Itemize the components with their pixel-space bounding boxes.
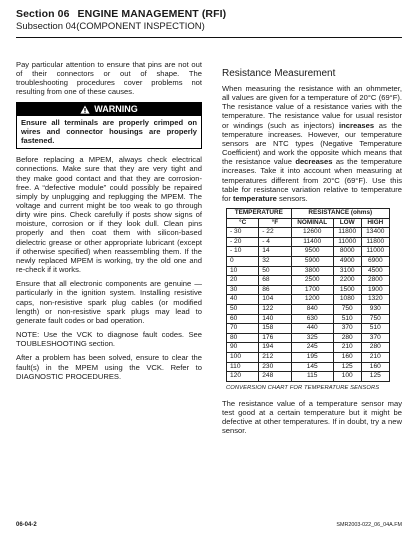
warning-text: Ensure all terminals are properly crimped on wires and connector housings are properly fastened. bbox=[16, 116, 202, 150]
table-row bbox=[227, 276, 390, 286]
table-cell: 14 bbox=[259, 247, 291, 257]
column-header: NOMINAL bbox=[291, 218, 333, 228]
table-cell: 4500 bbox=[361, 266, 389, 276]
table-row bbox=[227, 247, 390, 257]
table-cell: 2500 bbox=[291, 276, 333, 286]
table-cell: 440 bbox=[291, 324, 333, 334]
table-cell: 5900 bbox=[291, 257, 333, 267]
subsection-heading bbox=[16, 21, 402, 33]
table-cell: - 30 bbox=[227, 228, 259, 238]
table-cell: 11400 bbox=[291, 237, 333, 247]
table-cell: 80 bbox=[227, 333, 259, 343]
table-row bbox=[227, 324, 390, 334]
table-cell: 2200 bbox=[333, 276, 361, 286]
mpem-paragraph: Before replacing a MPEM, always check electrical connections. Make sure that they are very tight and they make good contact and that they are corrosion-free. A “defective module” could possibly be repaired simply by unplugging and replugging the MPEM. The voltage and current might be too weak to go through dirty wire pins. Check carefully if posts show signs of moisture, corrosion or if they look dull. Clean pins properly and then coat them with silicon-based dielectric grease or other appropriate lubricant (except if otherwise specified) when reassembling them. If the newly replaced MPEM is working, try the old one and re-check if it works. bbox=[16, 155, 202, 275]
temperature-table bbox=[226, 208, 390, 382]
table-cell: 120 bbox=[227, 372, 259, 382]
components-paragraph: Ensure that all electronic components are genuine — particularly in the ignition system. Installing resistive caps, non-resistive spark plug cables (or modified length) or non-resistive spark plugs may lead to generate fault codes or bad operation. bbox=[16, 279, 202, 325]
table-cell: 32 bbox=[259, 257, 291, 267]
document-code: SMR2003-022_06_04A.FM bbox=[336, 522, 402, 528]
table-cell: 125 bbox=[361, 372, 389, 382]
table-cell: 245 bbox=[291, 343, 333, 353]
table-cell: 90 bbox=[227, 343, 259, 353]
table-cell: 50 bbox=[259, 266, 291, 276]
table-cell: 40 bbox=[227, 295, 259, 305]
page-header bbox=[16, 8, 402, 33]
table-cell: 510 bbox=[361, 324, 389, 334]
table-cell: 176 bbox=[259, 333, 291, 343]
table-cell: 160 bbox=[333, 352, 361, 362]
table-cell: 11800 bbox=[361, 237, 389, 247]
subsection-number: Subsection 04 bbox=[16, 21, 77, 32]
table-cell: 1700 bbox=[291, 285, 333, 295]
table-cell: 280 bbox=[361, 343, 389, 353]
emphasis: increases bbox=[339, 120, 375, 130]
table-cell: 630 bbox=[291, 314, 333, 324]
table-cell: 30 bbox=[227, 285, 259, 295]
table-cell: 248 bbox=[259, 372, 291, 382]
table-cell: 194 bbox=[259, 343, 291, 353]
table-cell: 13400 bbox=[361, 228, 389, 238]
table-cell: 8000 bbox=[333, 247, 361, 257]
resistance-heading: Resistance Measurement bbox=[222, 68, 336, 79]
table-cell: 20 bbox=[227, 276, 259, 286]
intro-paragraph: Pay particular attention to ensure that pins are not out of their connectors or out of shape. The troubleshooting procedures cover problems not resulting from one of these causes. bbox=[16, 60, 202, 97]
section-title: ENGINE MANAGEMENT (RFI) bbox=[77, 8, 227, 20]
table-row bbox=[227, 304, 390, 314]
table-cell: 210 bbox=[333, 343, 361, 353]
table-cell: 6900 bbox=[361, 257, 389, 267]
table-cell: 1320 bbox=[361, 295, 389, 305]
table-cell: 70 bbox=[227, 324, 259, 334]
table-cell: 115 bbox=[291, 372, 333, 382]
table-row bbox=[227, 228, 390, 238]
table-row bbox=[227, 257, 390, 267]
column-header: HIGH bbox=[361, 218, 389, 228]
table-header-row bbox=[227, 218, 390, 228]
text-span: as the temperature increases. However, our temperature sensors are NTC types (Negative Temperature Coefficient) and work the opposite which means that the resistance value bbox=[222, 120, 403, 167]
column-header: °F bbox=[259, 218, 291, 228]
table-cell: 11800 bbox=[333, 228, 361, 238]
table-cell: 370 bbox=[333, 324, 361, 334]
text-span: as the temperature increases. Take it into account when measuring at temperatures different from 20°C (69°F). Use this table for resistance variation relative to temperature for bbox=[222, 157, 402, 203]
group-header: TEMPERATURE bbox=[227, 209, 292, 219]
table-cell: 50 bbox=[227, 304, 259, 314]
table-cell: 510 bbox=[333, 314, 361, 324]
left-column bbox=[16, 60, 202, 386]
warning-label: WARNING bbox=[94, 103, 138, 114]
table-cell: 370 bbox=[361, 333, 389, 343]
section-number: Section 06 bbox=[16, 8, 70, 20]
table-cell: 195 bbox=[291, 352, 333, 362]
resistance-paragraph bbox=[222, 84, 402, 203]
table-row bbox=[227, 266, 390, 276]
column-header: °C bbox=[227, 218, 259, 228]
table-cell: 3800 bbox=[291, 266, 333, 276]
table-cell: 325 bbox=[291, 333, 333, 343]
text-span: sensors. bbox=[276, 193, 308, 203]
table-cell: 100 bbox=[227, 352, 259, 362]
table-cell: 750 bbox=[361, 314, 389, 324]
table-cell: 122 bbox=[259, 304, 291, 314]
table-cell: 230 bbox=[259, 362, 291, 372]
table-cell: 2800 bbox=[361, 276, 389, 286]
table-cell: 1900 bbox=[361, 285, 389, 295]
table-cell: 11000 bbox=[333, 237, 361, 247]
table-cell: 11000 bbox=[361, 247, 389, 257]
table-row bbox=[227, 372, 390, 382]
table-cell: 160 bbox=[361, 362, 389, 372]
table-cell: 4900 bbox=[333, 257, 361, 267]
table-row bbox=[227, 285, 390, 295]
emphasis: decreases bbox=[295, 157, 333, 167]
table-cell: 930 bbox=[361, 304, 389, 314]
table-cell: 280 bbox=[333, 333, 361, 343]
right-column bbox=[222, 60, 402, 441]
table-cell: 140 bbox=[259, 314, 291, 324]
emphasis: temperature bbox=[232, 193, 277, 203]
table-cell: - 10 bbox=[227, 247, 259, 257]
warning-icon bbox=[80, 104, 90, 118]
table-row bbox=[227, 362, 390, 372]
table-row bbox=[227, 352, 390, 362]
table-cell: - 20 bbox=[227, 237, 259, 247]
table-cell: - 4 bbox=[259, 237, 291, 247]
table-cell: 60 bbox=[227, 314, 259, 324]
table-cell: 0 bbox=[227, 257, 259, 267]
column-header: LOW bbox=[333, 218, 361, 228]
table-row bbox=[227, 343, 390, 353]
subsection-title: (COMPONENT INSPECTION) bbox=[76, 21, 205, 32]
table-cell: 68 bbox=[259, 276, 291, 286]
section-heading bbox=[16, 8, 402, 21]
table-cell: 1200 bbox=[291, 295, 333, 305]
table-cell: 100 bbox=[333, 372, 361, 382]
header-rule bbox=[16, 37, 402, 38]
text-span: When measuring the resistance with an ohmmeter, all values are given for a temperature of 20°C (69°F). The resistance value of a resistance varies with the temperature. The resistance value for usual resistor or windings (such as injectors) bbox=[222, 84, 402, 130]
table-cell: 212 bbox=[259, 352, 291, 362]
table-cell: 3100 bbox=[333, 266, 361, 276]
table-cell: 145 bbox=[291, 362, 333, 372]
table-cell: 86 bbox=[259, 285, 291, 295]
page-number: 06-04-2 bbox=[16, 522, 37, 528]
table-cell: 9500 bbox=[291, 247, 333, 257]
table-row bbox=[227, 333, 390, 343]
table-cell: 110 bbox=[227, 362, 259, 372]
table-cell: - 22 bbox=[259, 228, 291, 238]
table-cell: 750 bbox=[333, 304, 361, 314]
table-caption: CONVERSION CHART FOR TEMPERATURE SENSORS bbox=[226, 384, 380, 391]
table-cell: 12600 bbox=[291, 228, 333, 238]
warning-banner bbox=[16, 102, 202, 116]
group-header: RESISTANCE (ohms) bbox=[291, 209, 389, 219]
vck-note: NOTE: Use the VCK to diagnose fault codes. See TOUBLESHOOTING section. bbox=[16, 330, 202, 349]
table-cell: 840 bbox=[291, 304, 333, 314]
table-cell: 104 bbox=[259, 295, 291, 305]
table-cell: 210 bbox=[361, 352, 389, 362]
table-row bbox=[227, 314, 390, 324]
clear-faults-paragraph: After a problem has been solved, ensure to clear the fault(s) in the MPEM using the VCK. Refer to DIAGNOSTIC PROCEDURES. bbox=[16, 353, 202, 381]
table-cell: 10 bbox=[227, 266, 259, 276]
table-cell: 1080 bbox=[333, 295, 361, 305]
table-row bbox=[227, 237, 390, 247]
table-cell: 125 bbox=[333, 362, 361, 372]
table-row bbox=[227, 295, 390, 305]
table-cell: 1500 bbox=[333, 285, 361, 295]
sensor-paragraph: The resistance value of a temperature sensor may test good at a certain temperature but it might be defective at other temperatures. If in doubt, try a new sensor. bbox=[222, 398, 402, 436]
table-cell: 158 bbox=[259, 324, 291, 334]
table-group-header-row bbox=[227, 209, 390, 219]
